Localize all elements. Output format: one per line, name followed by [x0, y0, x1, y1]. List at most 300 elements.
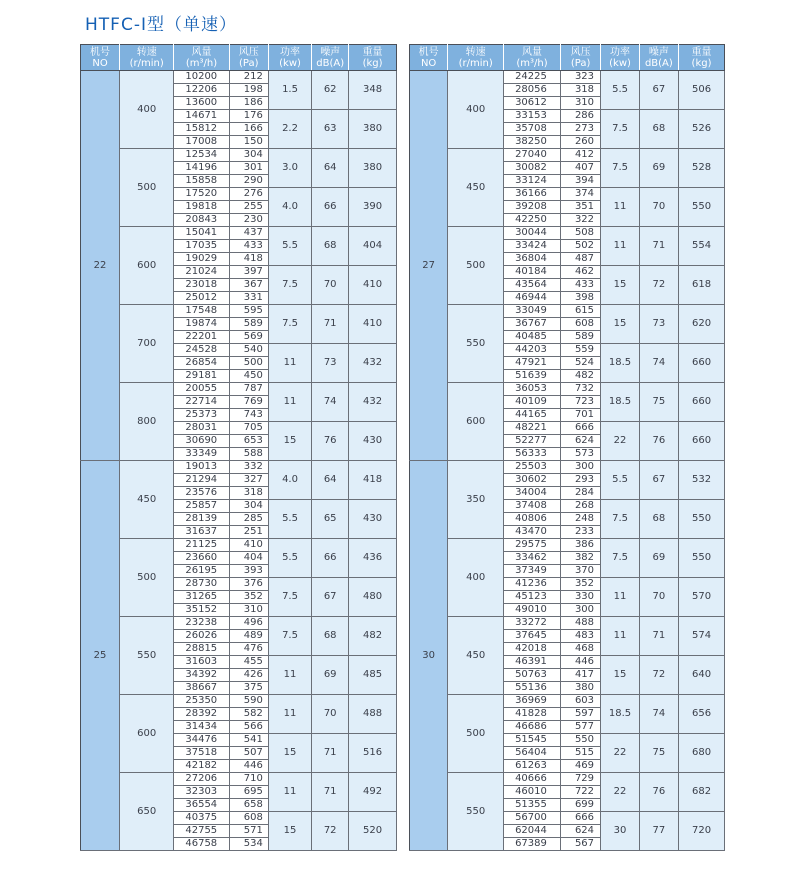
- pressure-cell: 375: [229, 682, 268, 695]
- model-number-cell: 25: [81, 461, 120, 851]
- pressure-cell: 701: [560, 409, 600, 422]
- power-cell: 7.5: [601, 539, 639, 578]
- airflow-cell: 22201: [174, 331, 229, 344]
- pressure-cell: 450: [229, 370, 268, 383]
- model-number-cell: 22: [81, 71, 120, 461]
- airflow-cell: 15858: [174, 175, 229, 188]
- noise-cell: 68: [639, 110, 678, 149]
- header-power: [601, 45, 639, 71]
- speed-cell: 550: [448, 305, 504, 383]
- table-row: [81, 695, 397, 708]
- power-cell: 7.5: [268, 305, 311, 344]
- pressure-cell: 566: [229, 721, 268, 734]
- airflow-cell: 56700: [504, 812, 561, 825]
- noise-cell: 72: [639, 266, 678, 305]
- pressure-cell: 374: [560, 188, 600, 201]
- pressure-cell: 260: [560, 136, 600, 149]
- airflow-cell: 40375: [174, 812, 229, 825]
- noise-cell: 69: [639, 539, 678, 578]
- airflow-cell: 25012: [174, 292, 229, 305]
- header-weight-line1: 重量: [691, 46, 712, 58]
- noise-cell: 73: [639, 305, 678, 344]
- header-model-line1: 机号: [418, 46, 439, 58]
- power-cell: 7.5: [601, 110, 639, 149]
- header-power-line1: 功率: [280, 46, 301, 58]
- weight-cell: 660: [679, 383, 725, 422]
- pressure-cell: 615: [560, 305, 600, 318]
- noise-cell: 66: [312, 188, 349, 227]
- pressure-cell: 398: [560, 292, 600, 305]
- pressure-cell: 322: [560, 214, 600, 227]
- speed-cell: 500: [120, 539, 174, 617]
- header-model-line2: NO: [420, 57, 437, 69]
- power-cell: 22: [601, 422, 639, 461]
- pressure-cell: 310: [560, 97, 600, 110]
- pressure-cell: 534: [229, 838, 268, 851]
- airflow-cell: 33153: [504, 110, 561, 123]
- weight-cell: 570: [679, 578, 725, 617]
- pressure-cell: 524: [560, 357, 600, 370]
- power-cell: 18.5: [601, 383, 639, 422]
- airflow-cell: 33462: [504, 552, 561, 565]
- pressure-cell: 248: [560, 513, 600, 526]
- power-cell: 5.5: [268, 500, 311, 539]
- speed-cell: 600: [120, 227, 174, 305]
- table-row: [81, 149, 397, 162]
- noise-cell: 67: [639, 461, 678, 500]
- airflow-cell: 25857: [174, 500, 229, 513]
- pressure-cell: 515: [560, 747, 600, 760]
- pressure-cell: 482: [560, 370, 600, 383]
- airflow-cell: 38250: [504, 136, 561, 149]
- header-weight-line2: (kg): [691, 57, 712, 69]
- pressure-cell: 567: [560, 838, 600, 851]
- airflow-cell: 10200: [174, 71, 229, 84]
- table-body-right: [410, 71, 725, 851]
- pressure-cell: 590: [229, 695, 268, 708]
- pressure-cell: 301: [229, 162, 268, 175]
- weight-cell: 380: [349, 110, 397, 149]
- airflow-cell: 37518: [174, 747, 229, 760]
- weight-cell: 532: [679, 461, 725, 500]
- power-cell: 11: [601, 188, 639, 227]
- header-speed: [448, 45, 504, 71]
- pressure-cell: 386: [560, 539, 600, 552]
- pressure-cell: 186: [229, 97, 268, 110]
- speed-cell: 450: [448, 149, 504, 227]
- pressure-cell: 769: [229, 396, 268, 409]
- table-row: [81, 383, 397, 396]
- pressure-cell: 393: [229, 565, 268, 578]
- speed-cell: 450: [120, 461, 174, 539]
- airflow-cell: 36804: [504, 253, 561, 266]
- speed-cell: 350: [448, 461, 504, 539]
- airflow-cell: 17520: [174, 188, 229, 201]
- pressure-cell: 304: [229, 500, 268, 513]
- airflow-cell: 42755: [174, 825, 229, 838]
- pressure-cell: 367: [229, 279, 268, 292]
- header-model: [410, 45, 448, 71]
- pressure-cell: 787: [229, 383, 268, 396]
- weight-cell: 485: [349, 656, 397, 695]
- pressure-cell: 743: [229, 409, 268, 422]
- airflow-cell: 26195: [174, 565, 229, 578]
- pressure-cell: 455: [229, 656, 268, 669]
- airflow-cell: 23238: [174, 617, 229, 630]
- weight-cell: 618: [679, 266, 725, 305]
- airflow-cell: 12534: [174, 149, 229, 162]
- airflow-cell: 36969: [504, 695, 561, 708]
- header-weight-line2: (kg): [362, 57, 383, 69]
- airflow-cell: 36166: [504, 188, 561, 201]
- noise-cell: 75: [639, 383, 678, 422]
- pressure-cell: 150: [229, 136, 268, 149]
- noise-cell: 71: [639, 227, 678, 266]
- power-cell: 7.5: [601, 149, 639, 188]
- airflow-cell: 56404: [504, 747, 561, 760]
- noise-cell: 62: [312, 71, 349, 110]
- airflow-cell: 12206: [174, 84, 229, 97]
- airflow-cell: 20843: [174, 214, 229, 227]
- header-pressure-line2: (Pa): [570, 57, 591, 69]
- airflow-cell: 43470: [504, 526, 561, 539]
- weight-cell: 380: [349, 149, 397, 188]
- weight-cell: 526: [679, 110, 725, 149]
- pressure-cell: 732: [560, 383, 600, 396]
- airflow-cell: 51545: [504, 734, 561, 747]
- airflow-cell: 25373: [174, 409, 229, 422]
- pressure-cell: 469: [560, 760, 600, 773]
- pressure-cell: 318: [229, 487, 268, 500]
- pressure-cell: 608: [560, 318, 600, 331]
- weight-cell: 656: [679, 695, 725, 734]
- weight-cell: 520: [349, 812, 397, 851]
- pressure-cell: 352: [560, 578, 600, 591]
- header-speed-line1: 转速: [465, 46, 486, 58]
- airflow-cell: 17008: [174, 136, 229, 149]
- pressure-cell: 352: [229, 591, 268, 604]
- weight-cell: 620: [679, 305, 725, 344]
- header-pressure: [229, 45, 268, 71]
- power-cell: 15: [268, 812, 311, 851]
- header-noise-line1: 噪声: [320, 46, 341, 58]
- airflow-cell: 34004: [504, 487, 561, 500]
- airflow-cell: 28139: [174, 513, 229, 526]
- airflow-cell: 28056: [504, 84, 561, 97]
- airflow-cell: 29575: [504, 539, 561, 552]
- pressure-cell: 483: [560, 630, 600, 643]
- airflow-cell: 28730: [174, 578, 229, 591]
- table-row: [410, 305, 725, 318]
- airflow-cell: 40109: [504, 396, 561, 409]
- airflow-cell: 24528: [174, 344, 229, 357]
- airflow-cell: 51639: [504, 370, 561, 383]
- airflow-cell: 22714: [174, 396, 229, 409]
- power-cell: 15: [601, 656, 639, 695]
- header-power-line2: (kw): [279, 57, 301, 69]
- pressure-cell: 589: [229, 318, 268, 331]
- weight-cell: 432: [349, 383, 397, 422]
- speed-cell: 650: [120, 773, 174, 851]
- airflow-cell: 31434: [174, 721, 229, 734]
- airflow-cell: 20055: [174, 383, 229, 396]
- airflow-cell: 50763: [504, 669, 561, 682]
- weight-cell: 528: [679, 149, 725, 188]
- airflow-cell: 21294: [174, 474, 229, 487]
- header-airflow-line1: 风量: [191, 46, 212, 58]
- pressure-cell: 370: [560, 565, 600, 578]
- power-cell: 18.5: [601, 695, 639, 734]
- table-row: [81, 227, 397, 240]
- power-cell: 3.0: [268, 149, 311, 188]
- weight-cell: 660: [679, 422, 725, 461]
- table-row: [410, 539, 725, 552]
- airflow-cell: 37349: [504, 565, 561, 578]
- pressure-cell: 332: [229, 461, 268, 474]
- airflow-cell: 26854: [174, 357, 229, 370]
- noise-cell: 69: [639, 149, 678, 188]
- airflow-cell: 21125: [174, 539, 229, 552]
- power-cell: 30: [601, 812, 639, 851]
- power-cell: 5.5: [601, 461, 639, 500]
- airflow-cell: 52277: [504, 435, 561, 448]
- header-airflow: [174, 45, 229, 71]
- power-cell: 7.5: [268, 266, 311, 305]
- airflow-cell: 27206: [174, 773, 229, 786]
- power-cell: 7.5: [268, 578, 311, 617]
- pressure-cell: 290: [229, 175, 268, 188]
- pressure-cell: 300: [560, 604, 600, 617]
- pressure-cell: 603: [560, 695, 600, 708]
- pressure-cell: 300: [560, 461, 600, 474]
- airflow-cell: 30690: [174, 435, 229, 448]
- pressure-cell: 268: [560, 500, 600, 513]
- pressure-cell: 571: [229, 825, 268, 838]
- airflow-cell: 23660: [174, 552, 229, 565]
- airflow-cell: 42182: [174, 760, 229, 773]
- power-cell: 15: [601, 266, 639, 305]
- airflow-cell: 23576: [174, 487, 229, 500]
- noise-cell: 72: [312, 812, 349, 851]
- weight-cell: 436: [349, 539, 397, 578]
- pressure-cell: 376: [229, 578, 268, 591]
- table-row: [410, 149, 725, 162]
- power-cell: 5.5: [268, 227, 311, 266]
- noise-cell: 68: [312, 617, 349, 656]
- airflow-cell: 24225: [504, 71, 561, 84]
- weight-cell: 720: [679, 812, 725, 851]
- airflow-cell: 17548: [174, 305, 229, 318]
- pressure-cell: 658: [229, 799, 268, 812]
- pressure-cell: 624: [560, 825, 600, 838]
- weight-cell: 640: [679, 656, 725, 695]
- airflow-cell: 14671: [174, 110, 229, 123]
- airflow-cell: 40806: [504, 513, 561, 526]
- airflow-cell: 28031: [174, 422, 229, 435]
- pressure-cell: 577: [560, 721, 600, 734]
- pressure-cell: 418: [229, 253, 268, 266]
- pressure-cell: 410: [229, 539, 268, 552]
- table-row: [81, 71, 397, 84]
- pressure-cell: 597: [560, 708, 600, 721]
- header-noise-line2: dB(A): [644, 57, 673, 69]
- airflow-cell: 41828: [504, 708, 561, 721]
- noise-cell: 73: [312, 344, 349, 383]
- weight-cell: 506: [679, 71, 725, 110]
- power-cell: 7.5: [268, 617, 311, 656]
- noise-cell: 77: [639, 812, 678, 851]
- airflow-cell: 25350: [174, 695, 229, 708]
- speed-cell: 550: [120, 617, 174, 695]
- airflow-cell: 35708: [504, 123, 561, 136]
- header-weight: [679, 45, 725, 71]
- pressure-cell: 468: [560, 643, 600, 656]
- airflow-cell: 36053: [504, 383, 561, 396]
- spec-table-right: [409, 44, 725, 851]
- airflow-cell: 44165: [504, 409, 561, 422]
- airflow-cell: 14196: [174, 162, 229, 175]
- pressure-cell: 488: [560, 617, 600, 630]
- airflow-cell: 17035: [174, 240, 229, 253]
- header-weight: [349, 45, 397, 71]
- pressure-cell: 433: [229, 240, 268, 253]
- pressure-cell: 212: [229, 71, 268, 84]
- pressure-cell: 255: [229, 201, 268, 214]
- airflow-cell: 62044: [504, 825, 561, 838]
- airflow-cell: 49010: [504, 604, 561, 617]
- noise-cell: 70: [312, 266, 349, 305]
- airflow-cell: 48221: [504, 422, 561, 435]
- table-row: [410, 461, 725, 474]
- pressure-cell: 382: [560, 552, 600, 565]
- model-number-cell: 27: [410, 71, 448, 461]
- table-row: [410, 773, 725, 786]
- weight-cell: 680: [679, 734, 725, 773]
- table-row: [410, 227, 725, 240]
- pressure-cell: 582: [229, 708, 268, 721]
- noise-cell: 76: [639, 773, 678, 812]
- header-noise: [639, 45, 678, 71]
- power-cell: 15: [268, 422, 311, 461]
- table-row: [410, 617, 725, 630]
- pressure-cell: 569: [229, 331, 268, 344]
- power-cell: 15: [268, 734, 311, 773]
- airflow-cell: 46391: [504, 656, 561, 669]
- table-row: [81, 773, 397, 786]
- noise-cell: 71: [312, 305, 349, 344]
- power-cell: 11: [601, 617, 639, 656]
- weight-cell: 348: [349, 71, 397, 110]
- pressure-cell: 666: [560, 812, 600, 825]
- table-row: [410, 71, 725, 84]
- noise-cell: 72: [639, 656, 678, 695]
- header-noise: [312, 45, 349, 71]
- weight-cell: 554: [679, 227, 725, 266]
- pressure-cell: 699: [560, 799, 600, 812]
- airflow-cell: 25503: [504, 461, 561, 474]
- pressure-cell: 407: [560, 162, 600, 175]
- model-number-cell: 30: [410, 461, 448, 851]
- pressure-cell: 476: [229, 643, 268, 656]
- noise-cell: 65: [312, 500, 349, 539]
- noise-cell: 64: [312, 149, 349, 188]
- header-model: [81, 45, 120, 71]
- speed-cell: 400: [120, 71, 174, 149]
- pressure-cell: 323: [560, 71, 600, 84]
- pressure-cell: 487: [560, 253, 600, 266]
- speed-cell: 400: [448, 71, 504, 149]
- speed-cell: 700: [120, 305, 174, 383]
- speed-cell: 500: [448, 227, 504, 305]
- pressure-cell: 705: [229, 422, 268, 435]
- pressure-cell: 310: [229, 604, 268, 617]
- header-weight-line1: 重量: [362, 46, 383, 58]
- weight-cell: 492: [349, 773, 397, 812]
- power-cell: 22: [601, 773, 639, 812]
- weight-cell: 516: [349, 734, 397, 773]
- power-cell: 11: [268, 344, 311, 383]
- airflow-cell: 15812: [174, 123, 229, 136]
- speed-cell: 550: [448, 773, 504, 851]
- airflow-cell: 42018: [504, 643, 561, 656]
- noise-cell: 74: [639, 695, 678, 734]
- pressure-cell: 722: [560, 786, 600, 799]
- noise-cell: 68: [639, 500, 678, 539]
- weight-cell: 432: [349, 344, 397, 383]
- header-model-line1: 机号: [90, 46, 111, 58]
- header-speed-line2: (r/min): [458, 57, 493, 69]
- airflow-cell: 30082: [504, 162, 561, 175]
- airflow-cell: 19013: [174, 461, 229, 474]
- noise-cell: 70: [639, 188, 678, 227]
- weight-cell: 480: [349, 578, 397, 617]
- table-row: [81, 539, 397, 552]
- airflow-cell: 41236: [504, 578, 561, 591]
- pressure-cell: 285: [229, 513, 268, 526]
- pressure-cell: 330: [560, 591, 600, 604]
- weight-cell: 410: [349, 266, 397, 305]
- weight-cell: 404: [349, 227, 397, 266]
- header-airflow-line2: (m³/h): [516, 57, 548, 69]
- pressure-cell: 286: [560, 110, 600, 123]
- pressure-cell: 723: [560, 396, 600, 409]
- speed-cell: 600: [120, 695, 174, 773]
- airflow-cell: 31603: [174, 656, 229, 669]
- header-power-line1: 功率: [610, 46, 631, 58]
- header-noise-line1: 噪声: [648, 46, 669, 58]
- header-power: [268, 45, 311, 71]
- header-power-line2: (kw): [609, 57, 631, 69]
- header-airflow-line2: (m³/h): [185, 57, 218, 69]
- noise-cell: 75: [639, 734, 678, 773]
- airflow-cell: 33349: [174, 448, 229, 461]
- noise-cell: 76: [312, 422, 349, 461]
- airflow-cell: 35152: [174, 604, 229, 617]
- weight-cell: 574: [679, 617, 725, 656]
- noise-cell: 68: [312, 227, 349, 266]
- airflow-cell: 40184: [504, 266, 561, 279]
- header-pressure: [560, 45, 600, 71]
- airflow-cell: 19874: [174, 318, 229, 331]
- airflow-cell: 23018: [174, 279, 229, 292]
- table-row: [410, 383, 725, 396]
- pressure-cell: 176: [229, 110, 268, 123]
- weight-cell: 550: [679, 539, 725, 578]
- airflow-cell: 31265: [174, 591, 229, 604]
- pressure-cell: 462: [560, 266, 600, 279]
- power-cell: 18.5: [601, 344, 639, 383]
- pressure-cell: 327: [229, 474, 268, 487]
